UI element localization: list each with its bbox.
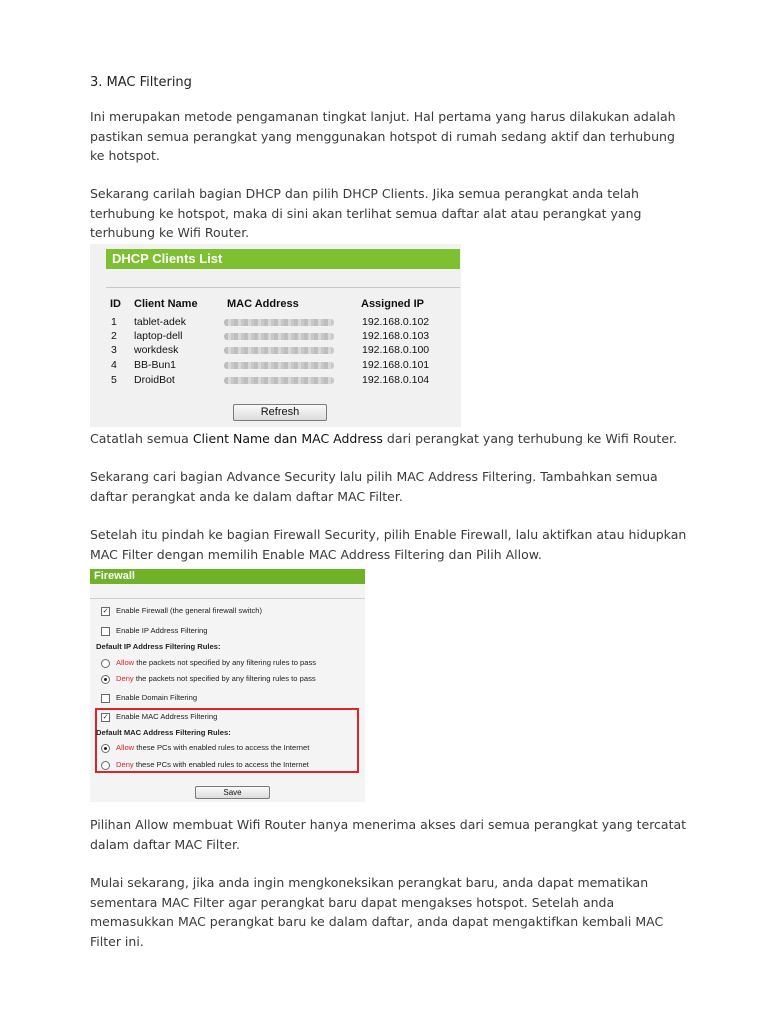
dhcp-header-mac: MAC Address: [227, 298, 299, 310]
mac-rules-heading: [90, 726, 365, 740]
dhcp-row-ip: 192.168.0.100: [362, 344, 430, 356]
ip-allow-radio[interactable]: [101, 659, 110, 668]
enable-firewall-label: Enable Firewall (the general firewall switch): [116, 606, 263, 615]
dhcp-table-row: [90, 374, 461, 388]
save-button[interactable]: Save: [195, 786, 270, 799]
refresh-button[interactable]: Refresh: [233, 404, 327, 421]
ip-deny-text: the packets not specified by any filtering rules to pass: [133, 674, 316, 683]
paragraph-note-client-mac: [90, 429, 690, 449]
dhcp-row-id: 4: [111, 359, 117, 371]
dhcp-title: DHCP Clients List: [106, 249, 460, 269]
mac-deny-text: these PCs with enabled rules to access the Internet: [133, 760, 309, 769]
paragraph-closing: Mulai sekarang, jika anda ingin mengkoneksikan perangkat baru, anda dapat mematikan sementara MAC Filter agar perangkat baru dapat mengakses hotspot. Setelah anda memasukkan MAC perangkat baru ke dalam daftar, anda dapat mengaktifkan kembali MAC Filter ini.: [90, 875, 664, 949]
mac-deny-word: Deny: [116, 760, 134, 769]
note-text-before: Catatlah semua: [90, 431, 193, 446]
enable-ip-filtering-label: Enable IP Address Filtering: [116, 626, 208, 635]
dhcp-row-name: DroidBot: [134, 374, 175, 386]
dhcp-row-name: tablet-adek: [134, 316, 186, 328]
note-emphasis: Client Name dan MAC Address: [192, 431, 383, 446]
enable-domain-filtering-checkbox[interactable]: [101, 694, 110, 703]
enable-mac-filtering-checkbox[interactable]: ✓: [102, 714, 109, 721]
paragraph-intro: Ini merupakan metode pengamanan tingkat lanjut. Hal pertama yang harus dilakukan adalah pastikan semua perangkat yang menggunakan hotspot di rumah sedang aktif dan terhubung ke hotspot.: [90, 109, 676, 163]
enable-firewall-option[interactable]: [90, 604, 365, 618]
enable-domain-filtering-option[interactable]: [90, 691, 365, 705]
dhcp-row-ip: 192.168.0.103: [362, 330, 430, 342]
blurred-mac-address: [224, 347, 334, 354]
dhcp-row-name: workdesk: [134, 344, 179, 356]
dhcp-row-ip: 192.168.0.102: [362, 316, 430, 328]
dhcp-table-row: [90, 359, 461, 373]
enable-ip-filtering-option[interactable]: [90, 624, 365, 638]
mac-allow-text: these PCs with enabled rules to access the Internet: [134, 743, 310, 752]
mac-allow-option[interactable]: [90, 741, 365, 755]
dhcp-clients-screenshot: [90, 244, 461, 427]
dhcp-row-id: 1: [111, 316, 117, 328]
mac-deny-label: [116, 758, 309, 772]
ip-deny-word: Deny: [116, 674, 134, 683]
mac-deny-radio[interactable]: [101, 761, 110, 770]
section-heading: 3. MAC Filtering: [90, 75, 192, 90]
firewall-divider: [90, 598, 365, 599]
ip-rules-heading: [90, 640, 365, 654]
mac-allow-label: [116, 741, 309, 755]
dhcp-row-name: laptop-dell: [134, 330, 183, 342]
dhcp-divider: [106, 287, 460, 288]
mac-allow-radio[interactable]: [101, 744, 110, 753]
ip-allow-option[interactable]: [90, 656, 365, 670]
mac-deny-option[interactable]: [90, 758, 365, 772]
ip-allow-text: the packets not specified by any filtering rules to pass: [134, 658, 317, 667]
paragraph-dhcp-instructions: Sekarang carilah bagian DHCP dan pilih DHCP Clients. Jika semua perangkat anda telah terhubung ke hotspot, maka di sini akan terlihat semua daftar alat atau perangkat yang terhubung ke Wifi Router.: [90, 186, 642, 240]
blurred-mac-address: [224, 377, 334, 384]
blurred-mac-address: [224, 319, 334, 326]
blurred-mac-address: [224, 333, 334, 340]
ip-rules-label: Default IP Address Filtering Rules:: [96, 642, 221, 651]
mac-allow-word: Allow: [116, 743, 135, 752]
dhcp-row-ip: 192.168.0.104: [362, 374, 430, 386]
firewall-title: Firewall: [90, 569, 365, 584]
dhcp-row-name: BB-Bun1: [134, 359, 177, 371]
dhcp-row-id: 5: [111, 374, 117, 386]
dhcp-header-id: ID: [110, 298, 121, 310]
enable-mac-filtering-label: Enable MAC Address Filtering: [116, 712, 218, 721]
enable-firewall-checkbox[interactable]: ✓: [102, 608, 109, 615]
dhcp-row-id: 2: [111, 330, 117, 342]
dhcp-header-name: Client Name: [134, 298, 198, 310]
paragraph-mac-address-filtering: Sekarang cari bagian Advance Security lalu pilih MAC Address Filtering. Tambahkan semua daftar perangkat anda ke dalam daftar MAC Filter.: [90, 469, 658, 504]
mac-rules-label: Default MAC Address Filtering Rules:: [96, 728, 231, 737]
dhcp-row-id: 3: [111, 344, 117, 356]
ip-allow-label: [116, 656, 316, 670]
ip-deny-option[interactable]: [90, 672, 365, 686]
dhcp-table-row: [90, 330, 461, 344]
dhcp-table-row: [90, 316, 461, 330]
paragraph-allow-explanation: Pilihan Allow membuat Wifi Router hanya menerima akses dari semua perangkat yang tercatat dalam daftar MAC Filter.: [90, 817, 687, 852]
enable-ip-filtering-checkbox[interactable]: [101, 627, 110, 636]
enable-mac-filtering-option[interactable]: [90, 710, 365, 724]
dhcp-row-ip: 192.168.0.101: [362, 359, 430, 371]
firewall-screenshot: [90, 569, 365, 802]
paragraph-firewall-instructions: Setelah itu pindah ke bagian Firewall Security, pilih Enable Firewall, lalu aktifkan atau hidupkan MAC Filter dengan memilih Enable MAC Address Filtering dan Pilih Allow.: [90, 527, 687, 562]
blurred-mac-address: [224, 362, 334, 369]
ip-deny-label: [116, 672, 316, 686]
note-text-after: dari perangkat yang terhubung ke Wifi Router.: [382, 431, 677, 446]
enable-domain-filtering-label: Enable Domain Filtering: [116, 693, 198, 702]
ip-allow-word: Allow: [116, 658, 135, 667]
ip-deny-radio[interactable]: [101, 675, 110, 684]
dhcp-table-row: [90, 344, 461, 358]
dhcp-header-ip: Assigned IP: [361, 298, 424, 310]
